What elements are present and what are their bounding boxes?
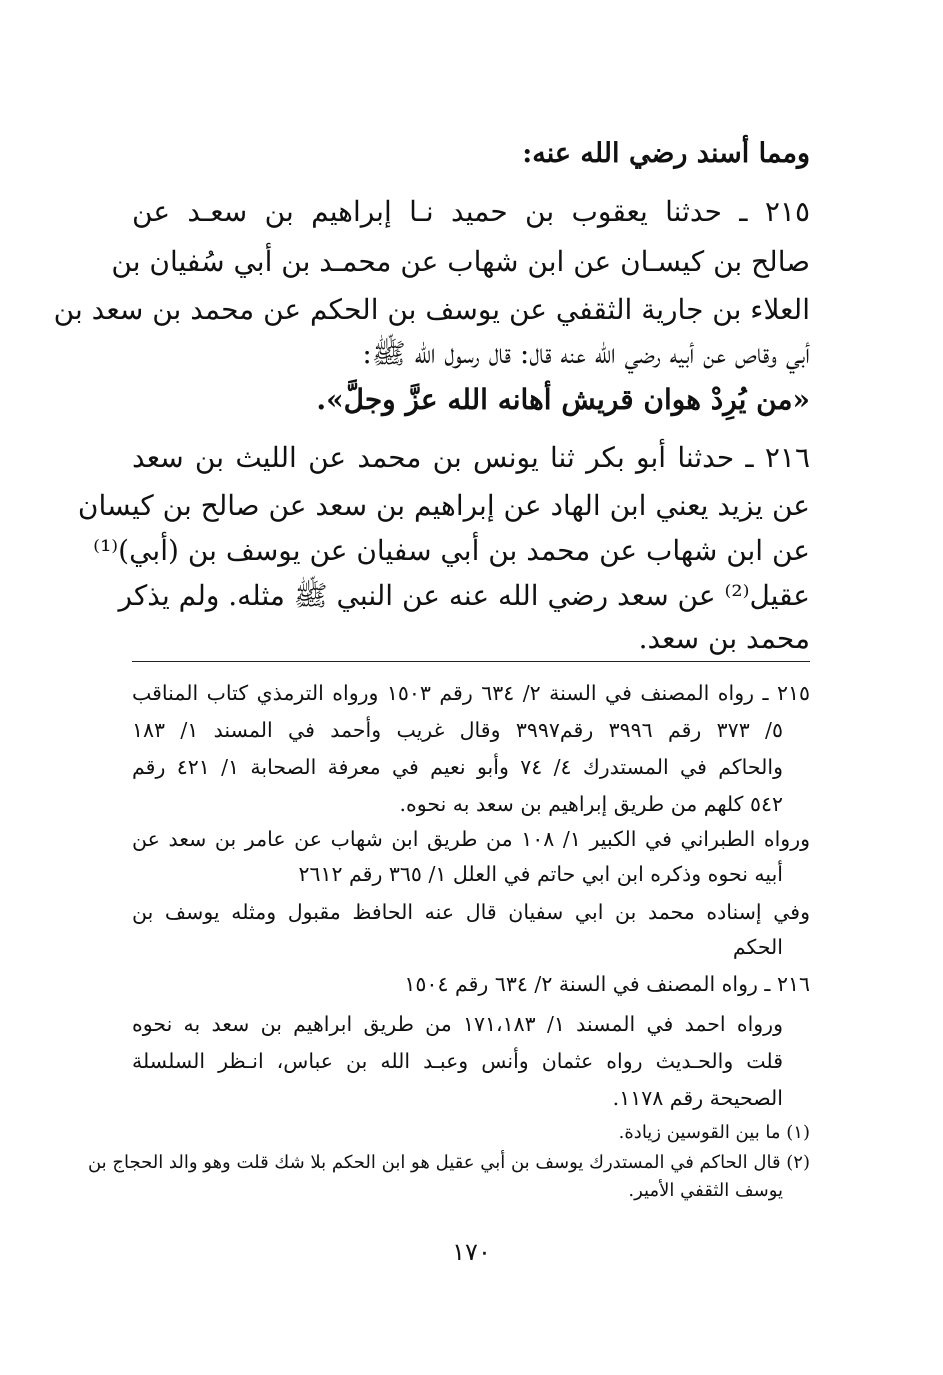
footnote-line: قلت والحـديث رواه عثمان وأنس وعبـد الله بن عباس، انـظر السلسلة bbox=[132, 1049, 783, 1073]
section-heading: ومما أسند رضي الله عنه: bbox=[522, 138, 810, 169]
footnote-divider bbox=[132, 661, 810, 662]
hadith-215-line: العلاء بن جارية الثقفي عن يوسف بن الحكم عن محمد بن سعد بن bbox=[53, 293, 810, 326]
note-line: يوسف الثقفي الأمير. bbox=[628, 1180, 783, 1201]
hadith-215-line: أبي وقاص عن أبيه رضي الله عنه قال: قال رسول الله ﷺ: bbox=[362, 337, 810, 370]
footnote-line: الحكم bbox=[732, 935, 783, 959]
footnote-line: ٢١٦ ـ رواه المصنف في السنة ٢/ ٦٣٤ رقم ١٥٠٤ bbox=[404, 972, 810, 996]
hadith-216-line: محمد بن سعد. bbox=[638, 622, 810, 655]
footnote-line: أبيه نحوه وذكره ابن ابي حاتم في العلل ١/ ٣٦٥ رقم ٢٦١٢ bbox=[298, 862, 783, 886]
footnote-line: الصحيحة رقم ١١٧٨. bbox=[612, 1086, 783, 1110]
note-line: (١) ما بين القوسين زيادة. bbox=[618, 1122, 810, 1143]
footnote-line: وفي إسناده محمد بن ابي سفيان قال عنه الحافظ مقبول ومثله يوسف بن bbox=[132, 900, 810, 924]
hadith-216-line: عن يزيد يعني ابن الهاد عن إبراهيم بن سعد عن صالح بن كيسان bbox=[77, 489, 810, 522]
hadith-216-line: عن ابن شهاب عن محمد بن أبي سفيان عن يوسف بن (أبي)⁽¹⁾ bbox=[93, 534, 810, 567]
hadith-215-line: صالح بن كيسـان عن ابن شهاب عن محمـد بن أبي سُفيان بن bbox=[111, 245, 810, 278]
page-number: ١٧٠ bbox=[452, 1238, 491, 1266]
footnote-line: ٢١٥ ـ رواه المصنف في السنة ٢/ ٦٣٤ رقم ١٥٠٣ ورواه الترمذي كتاب المناقب bbox=[132, 681, 810, 705]
hadith-215-quote: «من يُرِدْ هوان قريش أهانه الله عزَّ وجلَّ». bbox=[316, 383, 810, 416]
hadith-216-line: ٢١٦ ـ حدثنا أبو بكر ثنا يونس بن محمد عن الليث بن سعد bbox=[132, 441, 810, 474]
footnote-line: ورواه الطبراني في الكبير ١/ ١٠٨ من طريق ابن شهاب عن عامر بن سعد عن bbox=[132, 827, 811, 851]
footnote-line: ٥٤٢ كلهم من طريق إبراهيم بن سعد به نحوه. bbox=[399, 792, 783, 816]
footnote-line: ٥/ ٣٧٣ رقم ٣٩٩٦ رقم٣٩٩٧ وقال غريب وأحمد في المسند ١/ ١٨٣ bbox=[132, 718, 783, 742]
footnote-line: والحاكم في المستدرك ٤/ ٧٤ وأبو نعيم في معرفة الصحابة ١/ ٤٢١ رقم bbox=[132, 755, 783, 779]
footnote-line: ورواه احمد في المسند ١/ ١٧١،١٨٣ من طريق ابراهيم بن سعد به نحوه bbox=[132, 1012, 783, 1036]
hadith-215-line: ٢١٥ ـ حدثنا يعقوب بن حميد نـا إبراهيم بن سعـد عن bbox=[132, 195, 810, 228]
hadith-216-line: عقيل⁽²⁾ عن سعد رضي الله عنه عن النبي ﷺ مثله. ولم يذكر bbox=[118, 579, 810, 612]
note-line: (٢) قال الحاكم في المستدرك يوسف بن أبي عقيل هو ابن الحكم بلا شك قلت وهو والد الحجاج بن bbox=[87, 1152, 810, 1173]
